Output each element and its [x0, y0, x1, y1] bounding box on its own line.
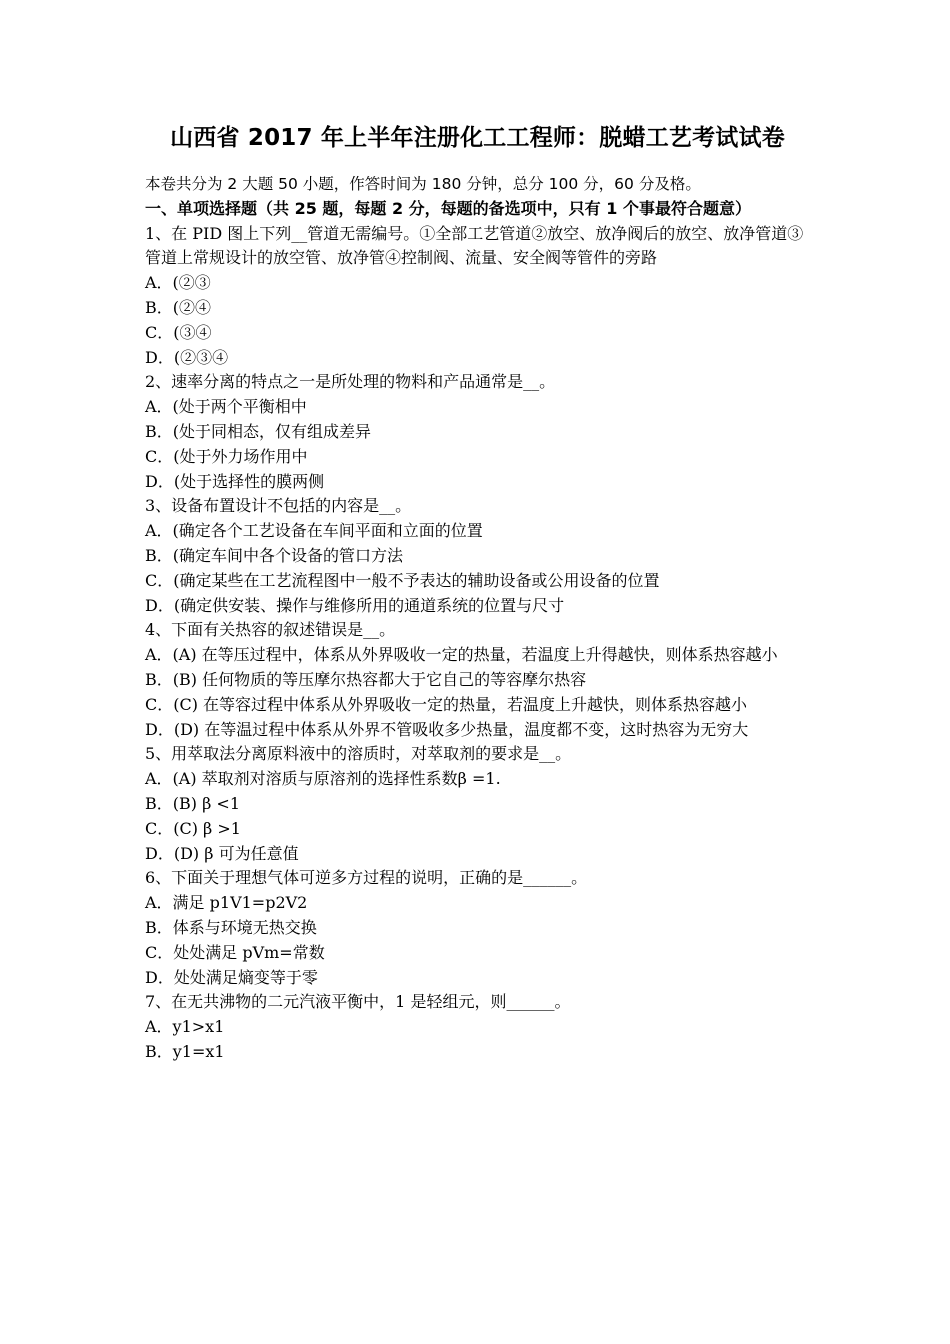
exam-page [145, 118, 810, 1065]
option-b: B．y1=x1 [145, 1041, 225, 1061]
option-c: C．(③④ [145, 322, 212, 342]
option-a: A．满足 p1V1=p2V2 [145, 893, 308, 913]
option-b: B．体系与环境无热交换 [145, 917, 317, 937]
option-d: D．(处于选择性的膜两侧 [145, 471, 325, 491]
option-a: A．y1>x1 [145, 1017, 225, 1037]
question-6 [145, 866, 810, 990]
option-b: B．(确定车间中各个设备的管口方法 [145, 545, 404, 565]
option-a: A．(②③ [145, 273, 211, 293]
question-4 [145, 618, 810, 742]
option-d: D．(②③④ [145, 347, 229, 367]
option-d: D．(D) β 可为任意值 [145, 843, 299, 863]
question-7 [145, 990, 810, 1064]
question-stem: 7、在无共沸物的二元汽液平衡中，1 是轻组元，则______。 [145, 992, 571, 1012]
question-stem: 3、设备布置设计不包括的内容是__。 [145, 496, 412, 516]
option-b: B．(②④ [145, 297, 212, 317]
question-3 [145, 494, 810, 618]
question-stem: 5、用萃取法分离原料液中的溶质时，对萃取剂的要求是__。 [145, 744, 572, 764]
option-d: D．(D) 在等温过程中体系从外界不管吸收多少热量，温度都不变，这时热容为无穷大 [145, 719, 749, 739]
option-b: B．(B) β <1 [145, 793, 241, 813]
option-a: A．(A) 萃取剂对溶质与原溶剂的选择性系数β =1. [145, 769, 501, 789]
option-c: C．(处于外力场作用中 [145, 446, 308, 466]
section-heading: 一、单项选择题（共 25 题，每题 2 分，每题的备选项中，只有 1 个事最符合题意） [145, 198, 751, 218]
question-stem: 1、在 PID 图上下列__管道无需编号。①全部工艺管道②放空、放净阀后的放空、放净管道③管道上常规设计的放空管、放净管④控制阀、流量、安全阀等管件的旁路 [145, 223, 804, 268]
question-stem: 6、下面关于理想气体可逆多方过程的说明，正确的是______。 [145, 868, 588, 888]
option-c: C．(C) β >1 [145, 818, 241, 838]
option-c: C．(确定某些在工艺流程图中一般不予表达的辅助设备或公用设备的位置 [145, 570, 660, 590]
option-a: A．(确定各个工艺设备在车间平面和立面的位置 [145, 521, 483, 541]
option-c: C．(C) 在等容过程中体系从外界吸收一定的热量，若温度上升越快，则体系热容越小 [145, 694, 748, 714]
question-stem: 2、速率分离的特点之一是所处理的物料和产品通常是__。 [145, 372, 556, 392]
option-b: B．(处于同相态，仅有组成差异 [145, 421, 372, 441]
option-d: D．(确定供安装、操作与维修所用的通道系统的位置与尺寸 [145, 595, 565, 615]
exam-intro: 本卷共分为 2 大题 50 小题，作答时间为 180 分钟，总分 100 分，60 分及格。 [145, 175, 701, 193]
option-a: A．(处于两个平衡相中 [145, 397, 307, 417]
option-d: D．处处满足熵变等于零 [145, 967, 318, 987]
page-title: 山西省 2017 年上半年注册化工工程师：脱蜡工艺考试试卷 [170, 125, 785, 151]
question-stem: 4、下面有关热容的叙述错误是__。 [145, 620, 396, 640]
question-2 [145, 370, 810, 494]
question-5 [145, 742, 810, 866]
question-1 [145, 222, 810, 371]
option-c: C．处处满足 pVm=常数 [145, 942, 325, 962]
option-a: A．(A) 在等压过程中，体系从外界吸收一定的热量，若温度上升得越快，则体系热容越小 [145, 645, 778, 665]
option-b: B．(B) 任何物质的等压摩尔热容都大于它自己的等容摩尔热容 [145, 669, 587, 689]
